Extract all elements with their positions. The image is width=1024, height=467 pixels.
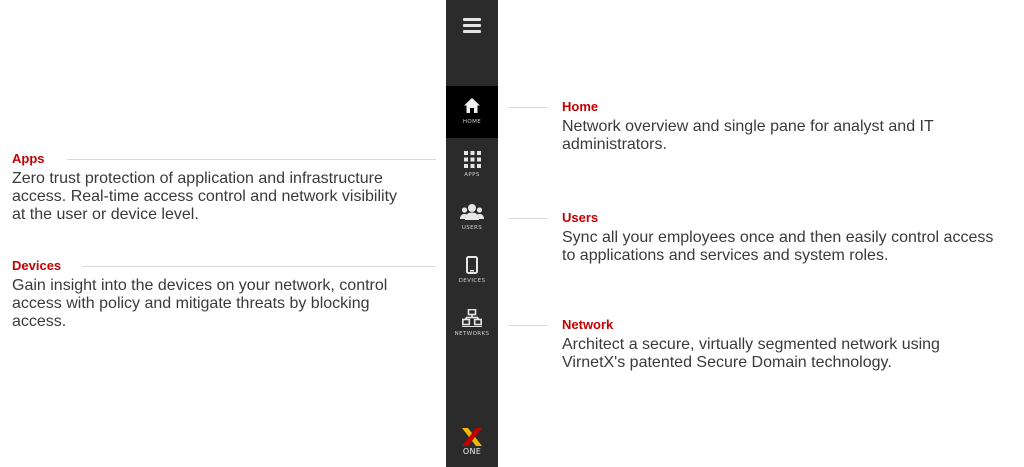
apps-callout-description: Zero trust protection of application and infrastructure access. Real-time access control and network visibility at the user or device level. [12,170,398,223]
users-icon [446,202,498,222]
sidebar-item-label: APPS [464,172,480,178]
home-callout-description: Network overview and single pane for analyst and IT administrators. [562,118,934,153]
users-callout [562,210,1002,265]
apps-callout-title: Apps [12,151,45,166]
sidebar-item-home[interactable] [446,86,498,138]
device-icon [446,255,498,275]
users-connector-line [508,218,548,219]
sidebar-item-apps[interactable] [446,139,498,191]
network-callout [562,317,1002,372]
logo-text: ONE [462,447,482,456]
home-connector-line [508,107,548,108]
home-icon [446,96,498,116]
apps-grid-icon [446,149,498,169]
network-connector-line [508,325,548,326]
x-one-logo [456,426,488,460]
home-callout-title: Home [562,99,599,114]
home-callout [562,99,1002,154]
x-logo-icon [456,426,488,448]
sidebar-item-label: HOME [462,119,482,125]
network-callout-title: Network [562,317,614,332]
sidebar-item-networks[interactable] [446,298,498,350]
sidebar-item-label: USERS [461,225,483,231]
sidebar-item-label: NETWORKS [454,331,490,337]
network-icon [446,308,498,328]
sidebar-item-label: DEVICES [458,278,486,284]
devices-callout [12,258,417,331]
users-callout-description: Sync all your employees once and then easily control access to applications and services and system roles. [562,229,994,264]
devices-callout-description: Gain insight into the devices on your network, control access with policy and mitigate threats by blocking access. [12,277,388,330]
hamburger-menu-icon[interactable] [463,18,481,33]
sidebar-nav [446,0,498,467]
sidebar-item-devices[interactable] [446,245,498,297]
apps-callout [12,151,412,224]
devices-callout-title: Devices [12,258,62,273]
users-callout-title: Users [562,210,599,225]
network-callout-description: Architect a secure, virtually segmented network using VirnetX's patented Secure Domain technology. [562,336,940,371]
sidebar-item-users[interactable] [446,192,498,244]
